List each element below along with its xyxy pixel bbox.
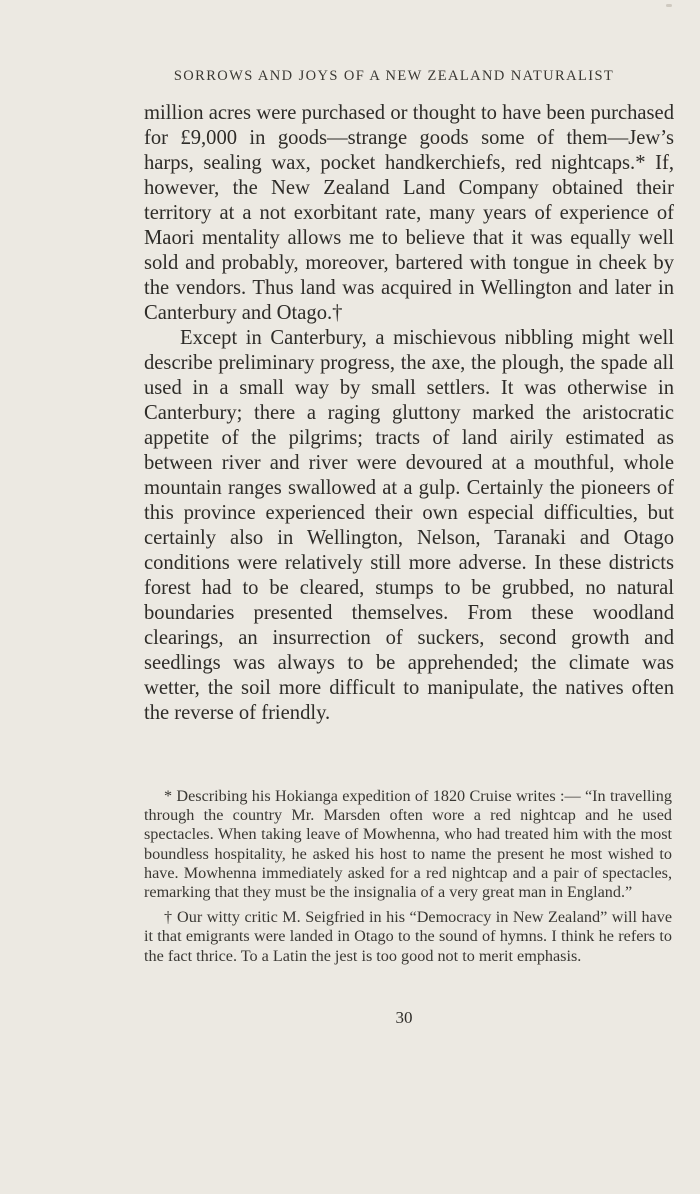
main-text bbox=[144, 101, 674, 726]
footnotes bbox=[144, 787, 672, 966]
running-title: SORROWS AND JOYS OF A NEW ZEALAND NATURALIST bbox=[173, 68, 615, 84]
body-paragraph: million acres were purchased or thought to have been purchased for £9,000 in goods—strange goods some of them—Jew’s harps, sealing wax, pocket handkerchiefs, red nightcaps.* If, however, the New Zealand Land Company obtained their territory at a not exorbitant rate, many years of experience of Maori mentality allows me to believe that it was equally well sold and probably, moreover, bartered with tongue in cheek by the vendors. Thus land was acquired in Wellington and later in Canterbury and Otago.† bbox=[144, 102, 674, 324]
body-paragraph: Except in Canterbury, a mischievous nibbling might well describe preliminary progress, the axe, the plough, the spade all used in a small way by small settlers. It was otherwise in Canterbury; there a raging gluttony marked the aristocratic appetite of the pilgrims; tracts of land airily estimated as between river and river were devoured at a mouthful, whole mountain ranges swallowed at a gulp. Certainly the pioneers of this province experienced their own especial difficulties, but certainly also in Wellington, Nelson, Taranaki and Otago conditions were relatively still more adverse. In these districts forest had to be cleared, stumps to be grubbed, no natural boundaries presented themselves. From these woodland clearings, an insurrection of suckers, second growth and seedlings was always to be apprehended; the climate was wetter, the soil more difficult to manipulate, the natives often the reverse of friendly. bbox=[144, 327, 674, 724]
footnote: † Our witty critic M. Seigfried in his “Democracy in New Zealand” will have it that emigrants were landed in Otago to the sound of hymns. I think he refers to the fact thrice. To a Latin the jest is too good not to merit emphasis. bbox=[144, 908, 672, 965]
page-number: 30 bbox=[395, 1008, 413, 1027]
footnote: * Describing his Hokianga expedition of 1820 Cruise writes :— “In travelling through the country Mr. Marsden often wore a red nightcap and he used spectacles. When taking leave of Mowhenna, who had treated him with the most boundless hospitality, he asked his host to name the present he most wished to have. Mowhenna immediately asked for a red nightcap and a pair of spectacles, remarking that they must be the insignalia of a very great man in England.” bbox=[144, 787, 672, 902]
paper-mark bbox=[666, 4, 672, 7]
